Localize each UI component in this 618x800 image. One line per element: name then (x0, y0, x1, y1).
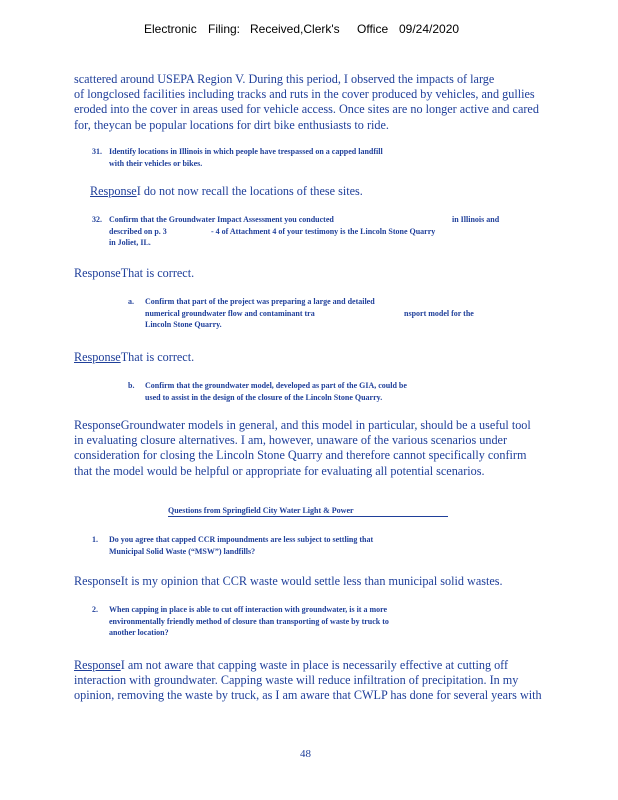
question-31-line-2: with their vehicles or bikes. (109, 158, 203, 168)
intro-line-3: eroded into the cover in areas used for vehicle access. Once sites are no longer active and cared (74, 102, 539, 117)
section-title-underline (168, 516, 448, 517)
question-31-text (109, 146, 383, 169)
swlp-question-1-line-1: Do you agree that capped CCR impoundments are less subject to settling that (109, 535, 374, 544)
swlp-question-2-line-2: environmentally friendly method of closure than transporting of waste by truck to (109, 616, 389, 626)
response-32a-text: That is correct. (120, 350, 195, 364)
question-32a-line-2-right: nsport model for the (404, 308, 474, 318)
swlp-question-1-text (109, 534, 373, 557)
response-32b-line-4: that the model would be helpful or appropriate for evaluating all potential scenarios. (74, 463, 485, 478)
question-32-line-1-left: Confirm that the Groundwater Impact Assessment you conducted (109, 215, 334, 224)
section-title: Questions from Springfield City Water Light & Power (168, 506, 354, 515)
response-32a (74, 350, 194, 365)
question-32b-line-1: Confirm that the groundwater model, developed as part of the GIA, could be (145, 381, 407, 390)
response-32 (74, 266, 194, 281)
swlp-question-2 (92, 604, 452, 640)
question-32-number: 32. (92, 215, 102, 224)
question-31-number: 31. (92, 147, 102, 156)
question-32a-line-3: Lincoln Stone Quarry. (145, 320, 222, 329)
intro-line-1: scattered around USEPA Region V. During this period, I observed the impacts of large (74, 72, 495, 86)
response-32-text: That is correct. (120, 266, 195, 280)
header-received: Received,Clerk's (250, 22, 340, 36)
response-32b-line-3: consideration for closing the Lincoln Stone Quarry and therefore cannot specifically confirm (74, 448, 527, 463)
swlp-response-1: ResponseIt is my opinion that CCR waste would settle less than municipal solid wastes. (74, 574, 503, 588)
response-32b-line-1: ResponseGroundwater models in general, and this model in particular, should be a useful tool (74, 418, 531, 432)
swlp-response-2-label: Response (74, 658, 121, 672)
swlp-response-2-line-1-text: I am not aware that capping waste in place is necessarily effective at cutting off (120, 658, 509, 672)
header-electronic: Electronic (144, 22, 197, 36)
response-31-label: Response (90, 184, 137, 198)
header-office: Office (357, 22, 389, 36)
response-32a-label: Response (74, 350, 121, 364)
question-32-line-2-right: - 4 of Attachment 4 of your testimony is the Lincoln Stone Quarry (211, 226, 436, 236)
swlp-question-2-line-1: When capping in place is able to cut off interaction with groundwater, is it a more (109, 605, 388, 614)
swlp-question-1-number: 1. (92, 535, 98, 544)
intro-paragraph (74, 72, 544, 133)
swlp-question-1 (92, 534, 452, 558)
question-32b-line-2: used to assist in the design of the closure of the Lincoln Stone Quarry. (145, 392, 383, 402)
swlp-question-2-line-3: another location? (109, 628, 169, 637)
question-32-line-3: in Joliet, IL. (109, 238, 151, 247)
question-32-line-2-left: described on p. 3 (109, 226, 167, 236)
question-32a-number: a. (128, 297, 134, 306)
intro-line-4: for, theycan be popular locations for dirt bike enthusiasts to ride. (74, 117, 389, 132)
swlp-response-2-line-3: opinion, removing the waste by truck, as I am aware that CWLP has done for several years with (74, 688, 542, 703)
response-32-label: Response (74, 266, 121, 280)
question-32 (92, 214, 532, 250)
header-date: 09/24/2020 (399, 22, 460, 36)
question-32a-line-2-left: numerical groundwater flow and contaminant tra (145, 308, 315, 318)
swlp-response-2-line-1 (74, 658, 554, 673)
swlp-response-2-line-2: interaction with groundwater. Capping waste will reduce infiltration of precipitation. In my (74, 673, 519, 688)
page-number: 48 (300, 748, 311, 760)
swlp-question-2-number: 2. (92, 605, 98, 614)
response-32b-line-2: in evaluating closure alternatives. I am, however, unaware of the various scenarios under (74, 433, 508, 448)
question-32b-number: b. (128, 381, 135, 390)
response-31-text: I do not now recall the locations of these sites. (136, 184, 363, 198)
question-32a-line-1: Confirm that part of the project was preparing a large and detailed (145, 297, 375, 306)
response-31 (90, 184, 363, 199)
question-32-line-1-right: in Illinois and (452, 215, 500, 224)
question-32a (128, 296, 488, 332)
swlp-question-1-line-2: Municipal Solid Waste (“MSW”) landfills? (109, 546, 256, 556)
question-32b-text (145, 380, 407, 403)
question-32b (128, 380, 488, 404)
header-filing: Filing: (208, 22, 241, 36)
intro-line-2: of longclosed facilities including tracks and ruts in the cover produced by vehicles, and gullies (74, 87, 535, 102)
response-32b (74, 418, 554, 479)
swlp-response-2 (74, 658, 554, 704)
question-31-line-1: Identify locations in Illinois in which people have trespassed on a capped landfill (109, 147, 383, 156)
swlp-question-2-text (109, 604, 389, 639)
